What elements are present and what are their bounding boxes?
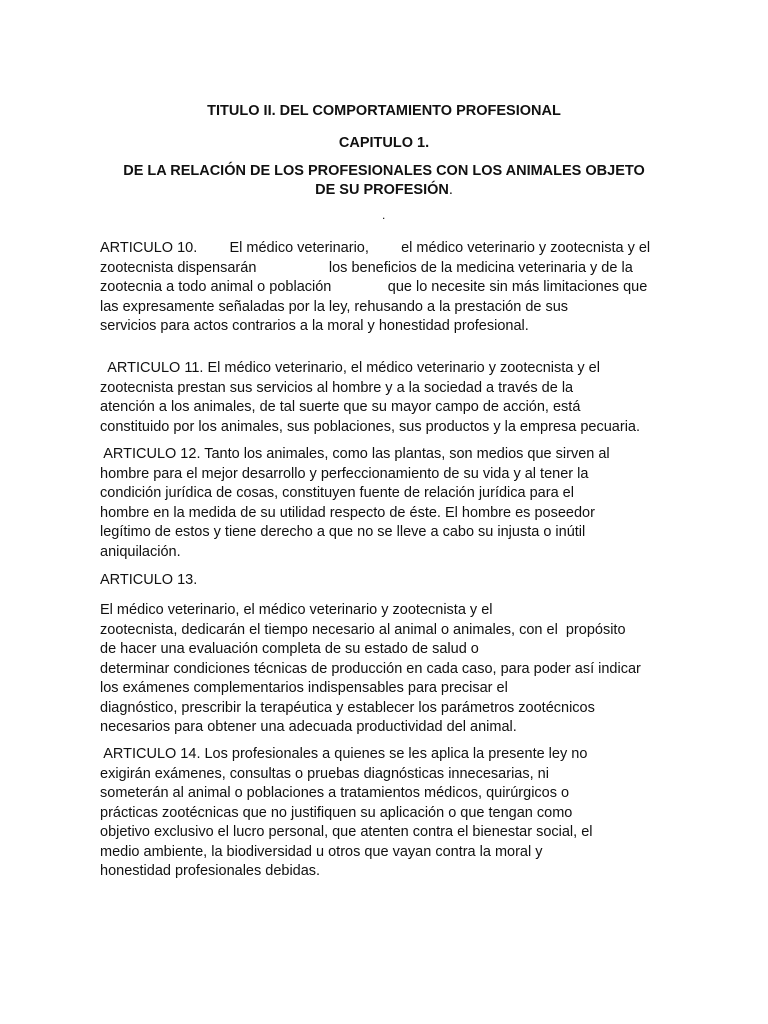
paragraph-line: ARTICULO 13. <box>100 572 198 588</box>
chapter-heading: CAPITULO 1. <box>338 135 430 151</box>
paragraph-line: necesarios para obtener una adecuada productividad del animal. <box>100 719 517 735</box>
article-13-paragraph <box>100 601 675 738</box>
subtitle-heading <box>100 162 668 200</box>
separator-dot: . <box>382 208 386 222</box>
article-12-paragraph <box>100 445 675 562</box>
paragraph-line: legítimo de estos y tiene derecho a que no se lleve a cabo su injusta o inútil <box>100 524 586 540</box>
paragraph-line: zootecnista dispensarán los beneficios de la medicina veterinaria y de la <box>100 259 633 276</box>
paragraph-line: condición jurídica de cosas, constituyen fuente de relación jurídica para el <box>100 485 574 501</box>
paragraph-line: ARTICULO 14. Los profesionales a quienes se les aplica la presente ley no <box>100 746 588 762</box>
paragraph-line: zootecnista prestan sus servicios al hombre y a la sociedad a través de la <box>100 379 574 396</box>
paragraph-line: medio ambiente, la biodiversidad u otros que vayan contra la moral y <box>100 843 543 860</box>
paragraph-line: zootecnista, dedicarán el tiempo necesario al animal o animales, con el propósito <box>100 621 626 638</box>
paragraph-line: zootecnia a todo animal o población que lo necesite sin más limitaciones que <box>100 279 648 295</box>
subtitle-period: . <box>448 182 453 198</box>
paragraph-line: exigirán exámenes, consultas o pruebas diagnósticas innecesarias, ni <box>100 765 549 782</box>
paragraph-line: constituido por los animales, sus poblaciones, sus productos y la empresa pecuaria. <box>100 418 641 435</box>
paragraph-line: diagnóstico, prescribir la terapéutica y establecer los parámetros zootécnicos <box>100 699 595 716</box>
paragraph-line: hombre para el mejor desarrollo y perfeccionamiento de su vida y al tener la <box>100 465 589 482</box>
paragraph-line: servicios para actos contrarios a la moral y honestidad profesional. <box>100 318 529 334</box>
paragraph-line: atención a los animales, de tal suerte que su mayor campo de acción, está <box>100 399 581 415</box>
paragraph-line: los exámenes complementarios indispensables para precisar el <box>100 680 508 696</box>
article-13-heading <box>100 571 675 591</box>
paragraph-line: objetivo exclusivo el lucro personal, que atenten contra el bienestar social, el <box>100 824 593 840</box>
paragraph-line: de hacer una evaluación completa de su estado de salud o <box>100 641 479 657</box>
paragraph-line: prácticas zootécnicas que no justifiquen su aplicación o que tengan como <box>100 804 573 821</box>
article-10-paragraph <box>100 239 675 337</box>
paragraph-line: ARTICULO 12. Tanto los animales, como las plantas, son medios que sirven al <box>100 446 610 462</box>
paragraph-line: El médico veterinario, el médico veterinario y zootecnista y el <box>100 602 493 618</box>
paragraph-line: someterán al animal o poblaciones a tratamientos médicos, quirúrgicos o <box>100 785 570 801</box>
subtitle-line-1: DE LA RELACIÓN DE LOS PROFESIONALES CON LOS ANIMALES OBJETO <box>123 163 645 179</box>
paragraph-line: determinar condiciones técnicas de producción en cada caso, para poder así indicar <box>100 660 641 677</box>
article-14-paragraph <box>100 745 675 882</box>
paragraph-line: aniquilación. <box>100 543 181 560</box>
paragraph-line: las expresamente señaladas por la ley, rehusando a la prestación de sus <box>100 298 569 315</box>
paragraph-line: ARTICULO 11. El médico veterinario, el médico veterinario y zootecnista y el <box>100 360 600 376</box>
paragraph-line: honestidad profesionales debidas. <box>100 863 321 879</box>
article-11-paragraph <box>100 359 675 437</box>
title-heading: TITULO II. DEL COMPORTAMIENTO PROFESIONAL <box>207 103 561 119</box>
paragraph-line: hombre en la medida de su utilidad respecto de éste. El hombre es poseedor <box>100 504 595 521</box>
subtitle-line-2: DE SU PROFESIÓN <box>315 182 449 198</box>
paragraph-line: ARTICULO 10. El médico veterinario, el médico veterinario y zootecnista y el <box>100 240 651 256</box>
